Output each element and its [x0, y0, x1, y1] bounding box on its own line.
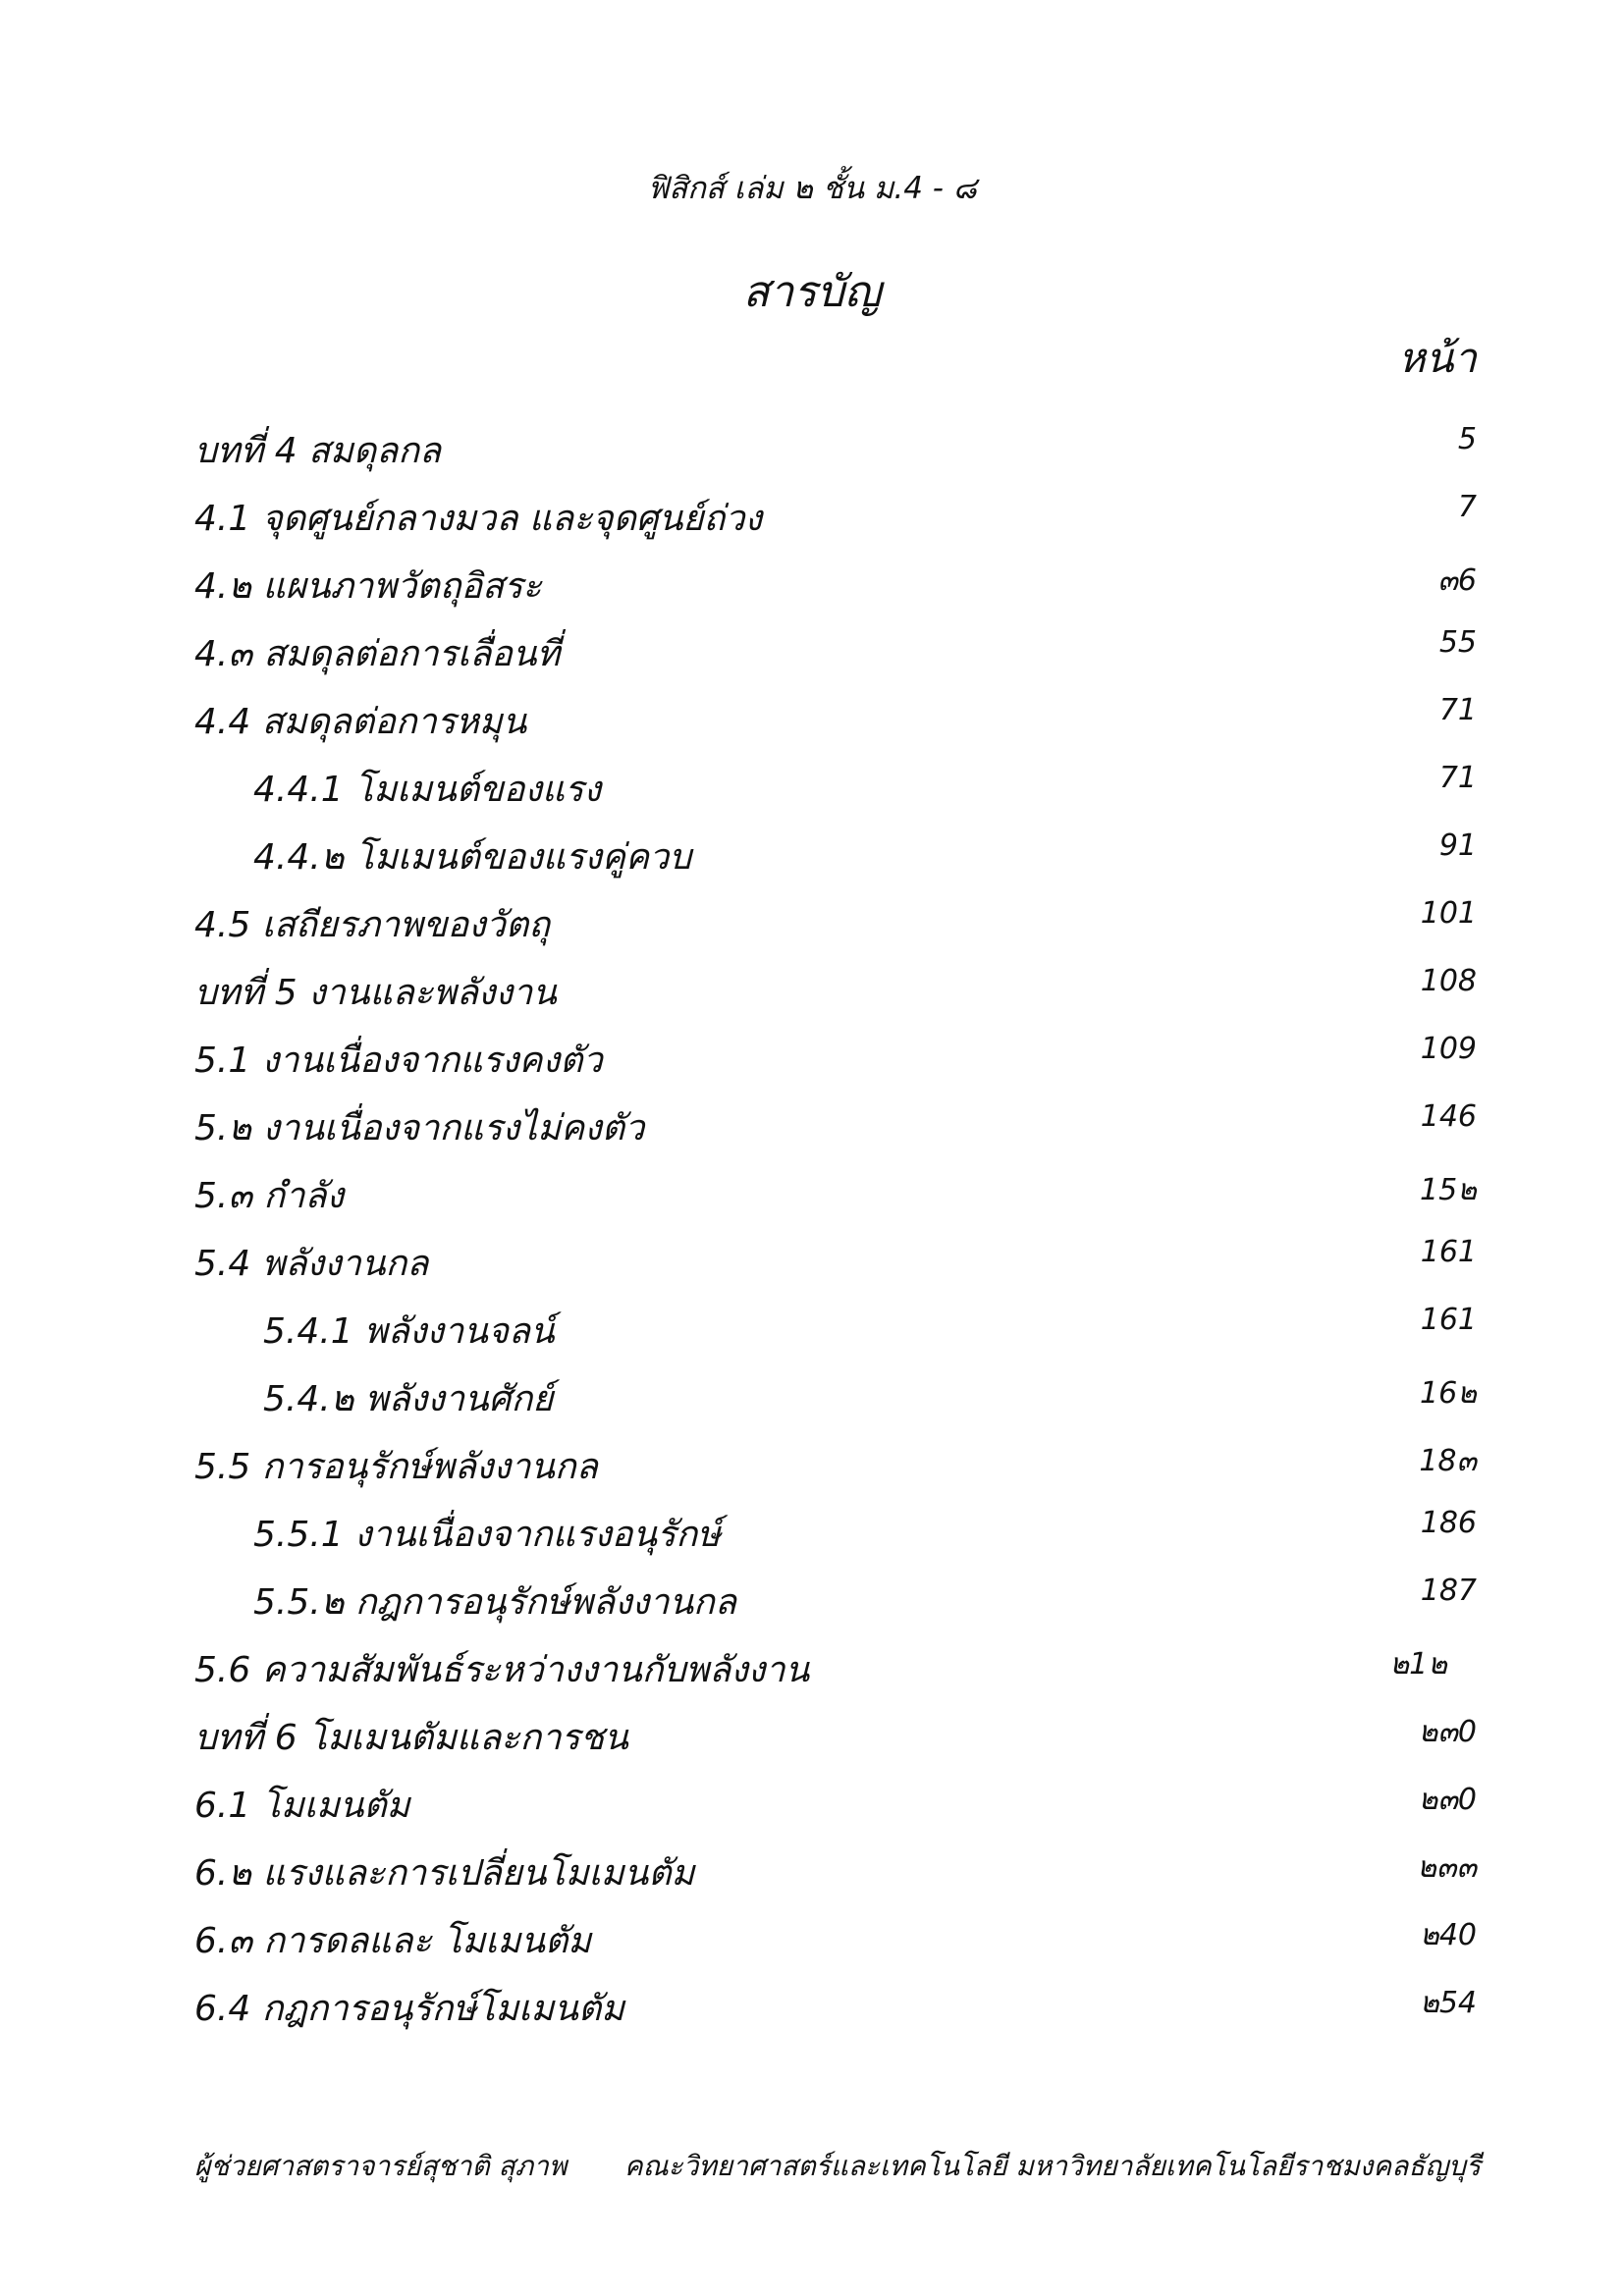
toc-page-number: 186 [1420, 1506, 1477, 1540]
toc-entry: 4.4.1 โมเมนต์ของแรง [253, 770, 602, 810]
toc-entry: 4.๒ แผนภาพวัตถุอิสระ [194, 566, 542, 607]
page-column-label: หน้า [1398, 334, 1477, 382]
toc-row [0, 1438, 1624, 1497]
toc-row [0, 1167, 1624, 1226]
toc-page-number: ๒๓0 [1418, 1783, 1477, 1817]
toc-row [0, 964, 1624, 1023]
toc-row [0, 490, 1624, 549]
toc-page-number: 101 [1420, 896, 1477, 931]
toc-row [0, 1099, 1624, 1158]
toc-entry: บทที่ 6 โมเมนตัมและการชน [194, 1718, 628, 1758]
toc-page-number: 161 [1420, 1235, 1477, 1269]
toc-row [0, 558, 1624, 616]
toc-entry: 5.1 งานเนื่องจากแรงคงตัว [194, 1041, 603, 1081]
toc-entry: 5.4.๒ พลังงานศักย์ [263, 1379, 554, 1419]
toc-row [0, 1370, 1624, 1429]
toc-page-number: ๒๓0 [1418, 1715, 1477, 1749]
toc-row [0, 422, 1624, 481]
toc-entry: 4.1 จุดศูนย์กลางมวล และจุดศูนย์ถ่วง [194, 499, 763, 539]
page-header: ฟิสิกส์ เล่ม ๒ ชั้น ม.4 - ๘ [647, 171, 977, 206]
toc-page-number: 109 [1420, 1032, 1477, 1066]
toc-entry: 5.๓ กำลัง [194, 1176, 345, 1216]
toc-entry: 4.5 เสถียรภาพของวัตถุ [194, 905, 551, 945]
toc-page-number: ๒40 [1420, 1918, 1477, 1952]
toc-page-number: 7 [1457, 490, 1477, 524]
toc-page-number: 91 [1438, 828, 1477, 863]
page-footer [194, 2145, 1481, 2184]
toc-row [0, 896, 1624, 955]
toc-entry: 5.๒ งานเนื่องจากแรงไม่คงตัว [194, 1108, 645, 1148]
toc-page-number: ๓6 [1437, 563, 1477, 598]
toc-row [0, 1709, 1624, 1768]
toc-row [0, 1506, 1624, 1565]
toc-row [0, 1032, 1624, 1091]
page-title: สารบัญ [742, 267, 882, 317]
toc-row [0, 1777, 1624, 1836]
footer-author: ผู้ช่วยศาสตราจารย์สุชาติ สุภาพ [194, 2150, 568, 2182]
toc-page-number: ๒54 [1420, 1986, 1477, 2020]
toc-page-number: 146 [1420, 1099, 1477, 1134]
toc-row [0, 761, 1624, 820]
footer-affiliation: คณะวิทยาศาสตร์และเทคโนโลยี มหาวิทยาลัยเทคโนโลยีราชมงคลธัญบุรี [623, 2150, 1481, 2182]
toc-page-number: 108 [1420, 964, 1477, 998]
toc-entry: 5.5.1 งานเนื่องจากแรงอนุรักษ์ [253, 1515, 721, 1555]
toc-entry: 5.6 ความสัมพันธ์ระหว่างงานกับพลังงาน [194, 1650, 810, 1690]
toc-page-number: 55 [1438, 625, 1477, 660]
toc-page-number: 18๓ [1419, 1444, 1477, 1478]
toc-entry: 6.1 โมเมนตัม [194, 1786, 410, 1826]
toc-page-number: 15๒ [1420, 1173, 1477, 1207]
toc-row [0, 828, 1624, 887]
toc-row [0, 1912, 1624, 1971]
toc-row [0, 693, 1624, 752]
toc-page-number: ๒1๒ [1389, 1647, 1447, 1682]
toc-entry: 4.4 สมดุลต่อการหมุน [194, 702, 527, 742]
toc-row [0, 1641, 1624, 1700]
toc-row [0, 1235, 1624, 1294]
toc-page-number: ๒๓๓ [1417, 1850, 1477, 1885]
toc-entry: 5.5.๒ กฎการอนุรักษ์พลังงานกล [253, 1582, 736, 1623]
toc-entry: บทที่ 5 งานและพลังงาน [194, 973, 557, 1013]
toc-entry: 6.๒ แรงและการเปลี่ยนโมเมนตัม [194, 1853, 695, 1894]
toc-page-number: 71 [1438, 693, 1477, 727]
toc-entry: 5.4 พลังงานกล [194, 1244, 429, 1284]
toc-row [0, 1574, 1624, 1632]
toc-entry: 6.4 กฎการอนุรักษ์โมเมนตัม [194, 1989, 624, 2029]
toc-entry: 5.4.1 พลังงานจลน์ [263, 1311, 555, 1352]
toc-page-number: 5 [1457, 422, 1477, 456]
toc-row [0, 625, 1624, 684]
toc-page-number: 71 [1438, 761, 1477, 795]
toc-page-number: 161 [1420, 1303, 1477, 1337]
toc-entry: บทที่ 4 สมดุลกล [194, 431, 442, 471]
toc-row [0, 1844, 1624, 1903]
toc-page-number: 187 [1420, 1574, 1477, 1608]
toc-entry: 5.5 การอนุรักษ์พลังงานกล [194, 1447, 598, 1487]
toc-page-number: 16๒ [1420, 1376, 1477, 1411]
toc-entry: 4.๓ สมดุลต่อการเลื่อนที่ [194, 634, 561, 674]
toc-entry: 4.4.๒ โมเมนต์ของแรงคู่ควบ [253, 837, 692, 878]
toc-row [0, 1980, 1624, 2039]
toc-row [0, 1303, 1624, 1362]
toc-entry: 6.๓ การดลและ โมเมนตัม [194, 1921, 592, 1961]
